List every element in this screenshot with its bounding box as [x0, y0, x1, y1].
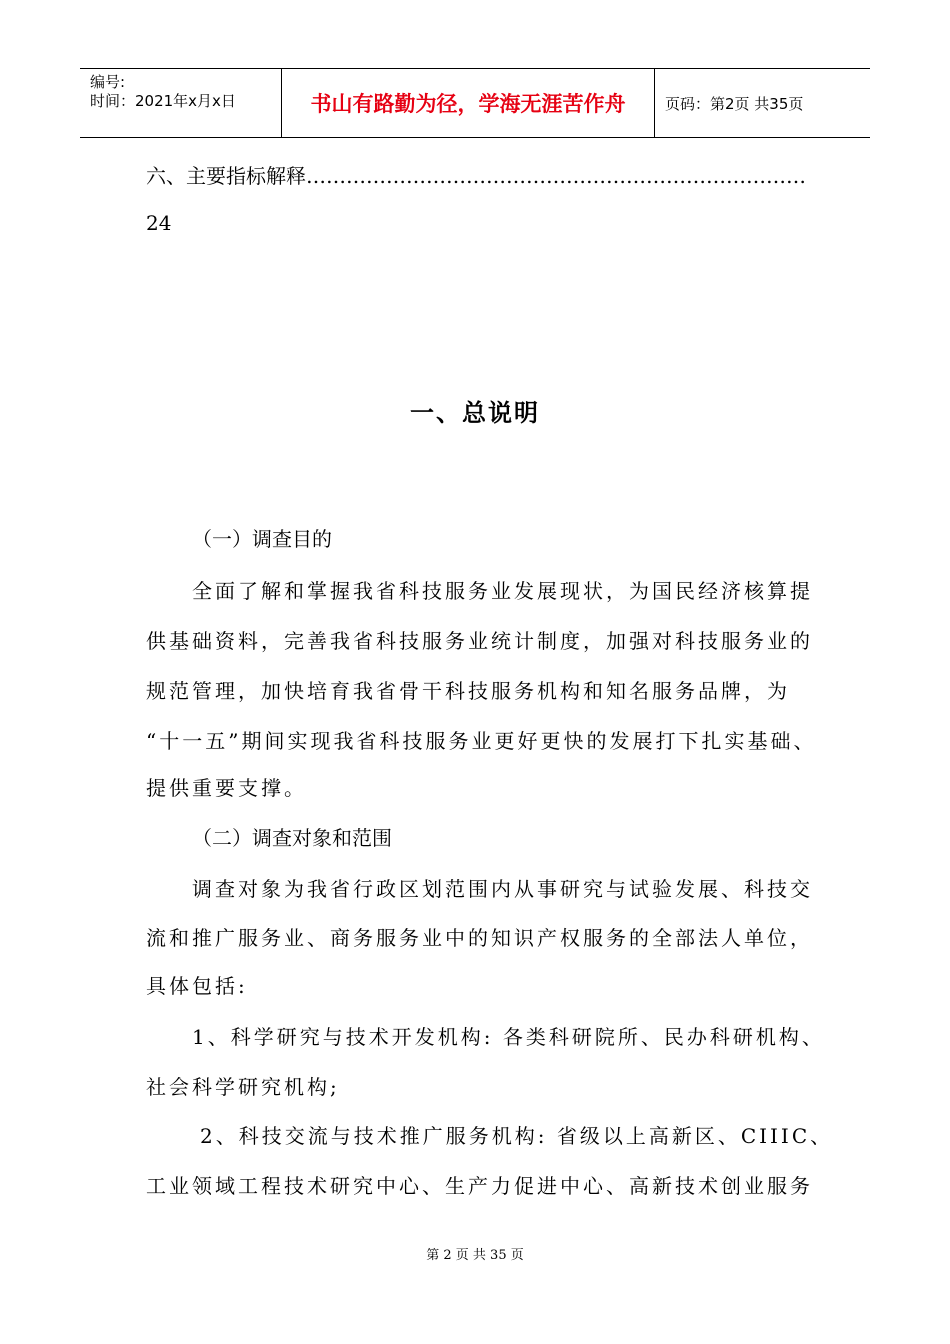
- list-item: 1、科学研究与技术开发机构: 各类科研院所、民办科研机构、: [192, 1025, 825, 1049]
- paragraph-line: 调查对象为我省行政区划范围内从事研究与试验发展、科技交: [192, 877, 813, 901]
- subheading-scope: （二）调查对象和范围: [192, 826, 392, 850]
- toc-page-number: 24: [146, 211, 172, 235]
- doc-time-label: 时间：2021年x月x日: [90, 92, 236, 110]
- paragraph-line: 提供重要支撑。: [146, 776, 307, 800]
- paragraph-line: “十一五”期间实现我省科技服务业更好更快的发展打下扎实基础、: [146, 729, 817, 753]
- doc-number-label: 编号:: [90, 73, 126, 91]
- list-item: 2、科技交流与技术推广服务机构: 省级以上高新区、CIIIC、: [200, 1124, 834, 1148]
- section-title: 一、总说明: [410, 399, 540, 427]
- header-motto: 书山有路勤为径，学海无涯苦作舟: [282, 69, 655, 137]
- list-item-continuation: 社会科学研究机构;: [146, 1075, 340, 1099]
- header-meta: [80, 69, 282, 137]
- page-footer: 第 2 页 共 35 页: [426, 1248, 524, 1263]
- paragraph-line: 规范管理，加快培育我省骨干科技服务机构和知名服务品牌，为: [146, 679, 790, 703]
- header-page-number: 页码：第2页 共35页: [665, 94, 804, 113]
- page-header: [80, 68, 870, 138]
- paragraph-line: 具体包括:: [146, 974, 248, 998]
- paragraph-line: 全面了解和掌握我省科技服务业发展现状，为国民经济核算提: [192, 579, 813, 603]
- subheading-purpose: （一）调查目的: [192, 527, 332, 551]
- paragraph-line: 流和推广服务业、商务服务业中的知识产权服务的全部法人单位，: [146, 926, 813, 950]
- toc-entry: 六、主要指标解释…………………………………………………………………: [146, 164, 806, 188]
- list-item-continuation: 工业领域工程技术研究中心、生产力促进中心、高新技术创业服务: [146, 1174, 813, 1198]
- paragraph-line: 供基础资料，完善我省科技服务业统计制度，加强对科技服务业的: [146, 629, 813, 653]
